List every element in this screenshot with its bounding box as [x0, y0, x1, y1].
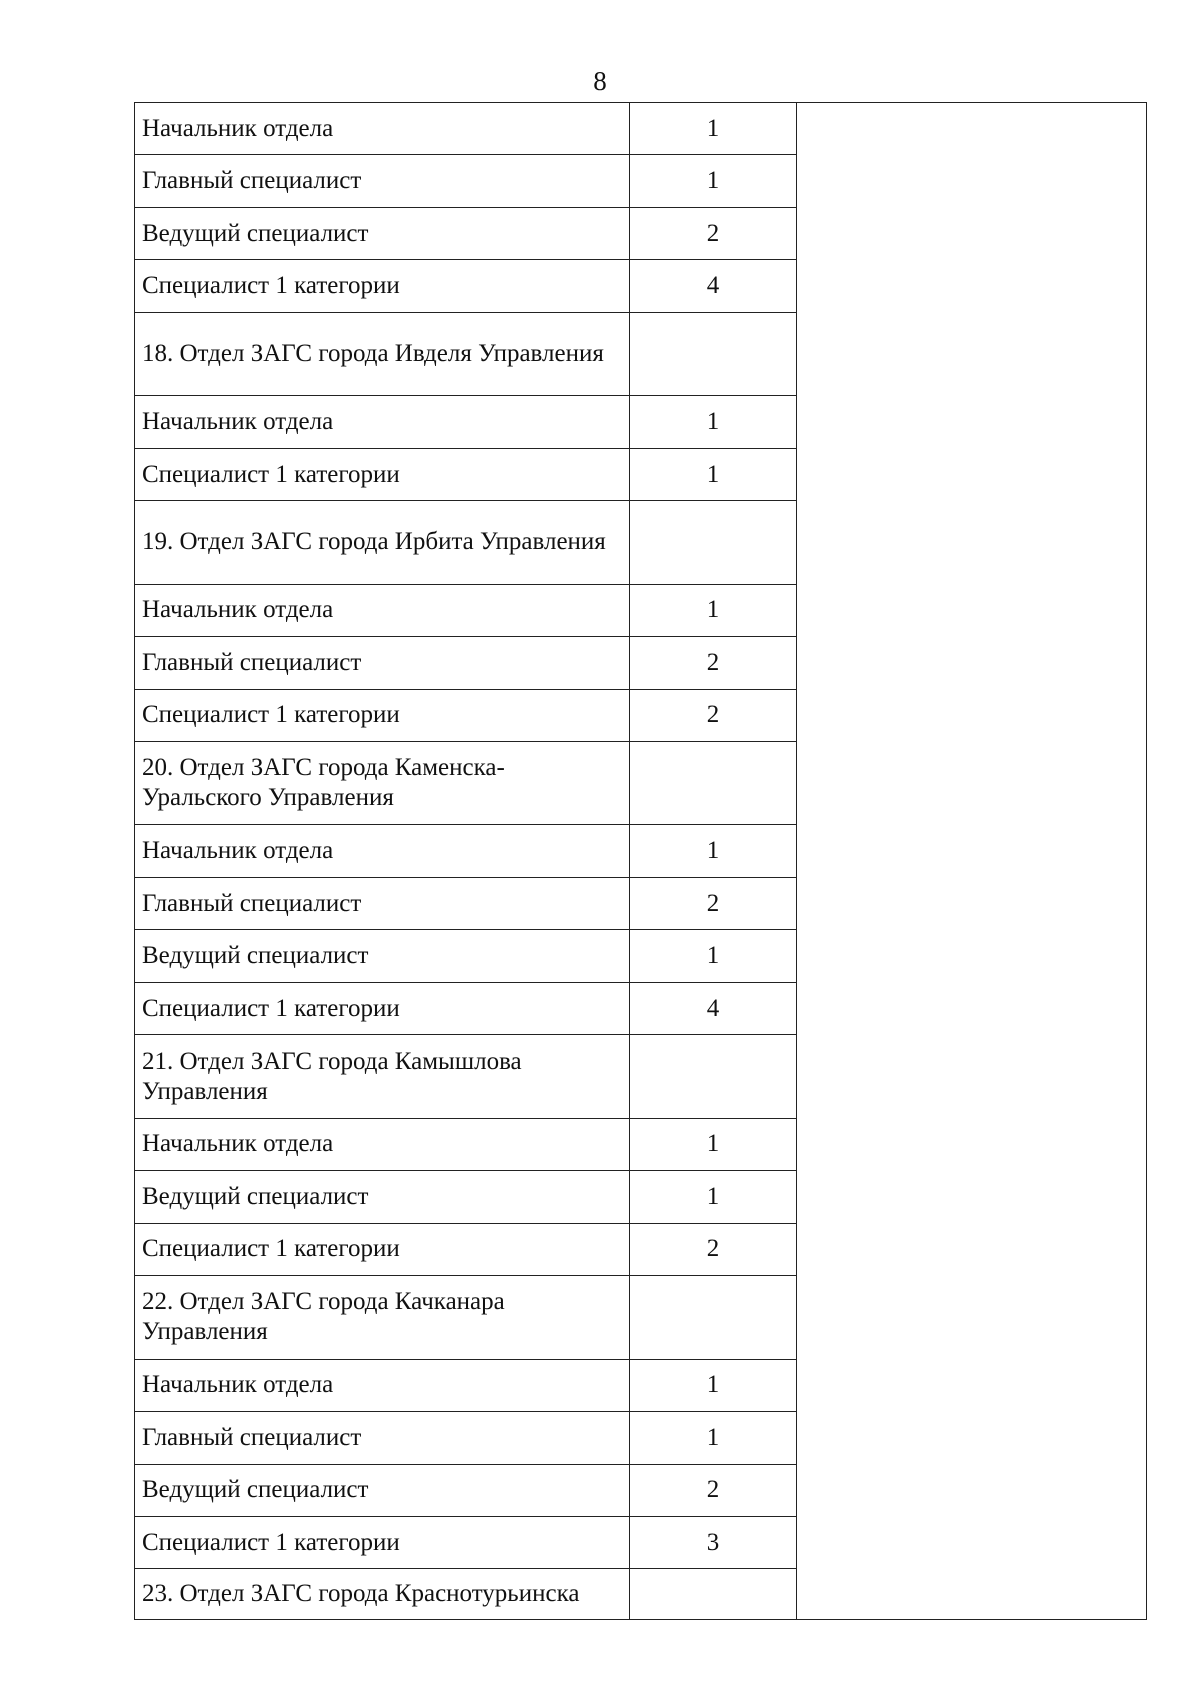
- department-name: 18. Отдел ЗАГС города Ивделя Управления: [135, 312, 630, 395]
- staffing-table-body: [135, 103, 1147, 1620]
- department-name: 19. Отдел ЗАГС города Ирбита Управления: [135, 501, 630, 584]
- position-count: 3: [630, 1517, 797, 1569]
- position-count: 1: [630, 584, 797, 636]
- department-name: 20. Отдел ЗАГС города Каменска-Уральского Управления: [135, 742, 630, 825]
- position-count: 1: [630, 396, 797, 448]
- department-count: [630, 501, 797, 584]
- department-count: [630, 1276, 797, 1359]
- position-name: Специалист 1 категории: [135, 689, 630, 741]
- position-name: Специалист 1 категории: [135, 448, 630, 500]
- department-name: 21. Отдел ЗАГС города Камышлова Управления: [135, 1035, 630, 1118]
- position-count: 1: [630, 930, 797, 982]
- position-count: 2: [630, 637, 797, 689]
- position-name: Ведущий специалист: [135, 1464, 630, 1516]
- position-name: Специалист 1 категории: [135, 1223, 630, 1275]
- position-count: 2: [630, 877, 797, 929]
- page-number: 8: [593, 66, 607, 96]
- position-name: Главный специалист: [135, 877, 630, 929]
- position-count: 1: [630, 103, 797, 155]
- position-name: Специалист 1 категории: [135, 260, 630, 312]
- position-name: Ведущий специалист: [135, 1171, 630, 1223]
- department-count: [630, 742, 797, 825]
- position-count: 2: [630, 1464, 797, 1516]
- position-count: 2: [630, 689, 797, 741]
- position-count: 1: [630, 1171, 797, 1223]
- position-count: 1: [630, 825, 797, 877]
- position-name: Начальник отдела: [135, 103, 630, 155]
- position-count: 1: [630, 155, 797, 207]
- position-count: 2: [630, 207, 797, 259]
- department-name: 23. Отдел ЗАГС города Краснотурьинска: [135, 1569, 630, 1620]
- position-name: Специалист 1 категории: [135, 982, 630, 1034]
- position-count: 1: [630, 1359, 797, 1411]
- position-name: Начальник отдела: [135, 584, 630, 636]
- department-count: [630, 1569, 797, 1620]
- position-count: 4: [630, 982, 797, 1034]
- department-count: [630, 1035, 797, 1118]
- table-row: [135, 103, 1147, 155]
- department-name: 22. Отдел ЗАГС города Качканара Управления: [135, 1276, 630, 1359]
- position-name: Начальник отдела: [135, 1118, 630, 1170]
- position-name: Начальник отдела: [135, 396, 630, 448]
- position-count: 1: [630, 1118, 797, 1170]
- position-count: 1: [630, 1412, 797, 1464]
- position-count: 4: [630, 260, 797, 312]
- staffing-table: [134, 102, 1147, 1620]
- position-name: Главный специалист: [135, 155, 630, 207]
- position-name: Начальник отдела: [135, 825, 630, 877]
- position-count: 1: [630, 448, 797, 500]
- department-count: [630, 312, 797, 395]
- position-name: Ведущий специалист: [135, 930, 630, 982]
- position-name: Главный специалист: [135, 1412, 630, 1464]
- notes-column: [797, 103, 1147, 1620]
- position-name: Главный специалист: [135, 637, 630, 689]
- position-name: Начальник отдела: [135, 1359, 630, 1411]
- position-name: Ведущий специалист: [135, 207, 630, 259]
- position-count: 2: [630, 1223, 797, 1275]
- position-name: Специалист 1 категории: [135, 1517, 630, 1569]
